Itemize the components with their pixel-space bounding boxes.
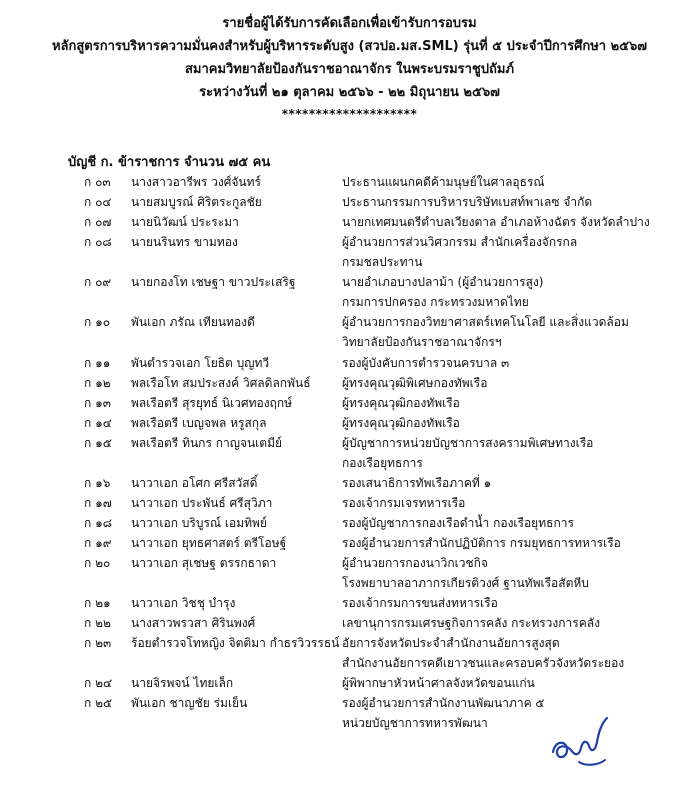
- nominee-position-line-2: กรมการปกครอง กระทรวงมหาดไทย: [342, 295, 529, 309]
- section-heading: บัญชี ก. ข้าราชการ จำนวน ๗๕ คน: [68, 155, 271, 170]
- document-title-line-1: รายชื่อผู้ได้รับการคัดเลือกเพื่อเข้ารับการอบรม: [222, 16, 477, 31]
- nominee-code: ก ๒๒: [84, 616, 111, 630]
- nominee-position: นายอำเภอบางปลาม้า (ผู้อำนวยการสูง): [342, 275, 544, 289]
- nominee-position-line-2: วิทยาลัยป้องกันราชอาณาจักรฯ: [342, 335, 502, 349]
- nominee-name: นายสมบูรณ์ ศิริตระกูลชัย: [131, 195, 262, 209]
- signature-mark: [545, 712, 615, 772]
- nominee-name: พลเรือตรี สุรยุทธ์ นิเวศทองฤกษ์: [131, 396, 292, 410]
- nominee-name: นายนิวัฒน์ ประระมา: [131, 215, 239, 229]
- nominee-name: ร้อยตำรวจโทหญิง จิตติมา กำธรวิวรรธน์: [131, 636, 340, 650]
- nominee-name: นายกองโท เชษฐา ขาวประเสริฐ: [131, 275, 296, 289]
- nominee-position: รองผู้บังคับการตำรวจนครบาล ๓: [342, 356, 510, 370]
- document-date-range: ระหว่างวันที่ ๒๑ ตุลาคม ๒๕๖๖ - ๒๒ มิถุนายน ๒๕๖๗: [199, 85, 500, 100]
- nominee-position-line-2: โรงพยาบาลอาภากรเกียรติวงศ์ ฐานทัพเรือสัตหีบ: [342, 576, 589, 590]
- nominee-position-line-2: กองเรือยุทธการ: [342, 456, 423, 470]
- nominee-position: ผู้อำนวยการส่วนวิศวกรรม สำนักเครื่องจักรกล: [342, 235, 578, 249]
- nominee-code: ก ๑๙: [84, 536, 112, 550]
- nominee-position: ผู้ทรงคุณวุฒิพิเศษกองทัพเรือ: [342, 376, 488, 390]
- nominee-code: ก ๑๐: [84, 315, 111, 329]
- nominee-position: รองเสนาธิการทัพเรือภาคที่ ๑: [342, 476, 492, 490]
- nominee-name: นาวาเอก วิชชุ บำรุง: [131, 596, 236, 610]
- nominee-name: นางสาวพรวสา ศิรินพงศ์: [131, 616, 256, 630]
- nominee-code: ก ๐๙: [84, 275, 112, 289]
- nominee-position: รองผู้อำนวยการสำนักปฏิบัติการ กรมยุทธการทหารเรือ: [342, 536, 621, 550]
- nominee-name: นาวาเอก ประพันธ์ ศรีสุวิภา: [131, 496, 273, 510]
- nominee-code: ก ๐๘: [84, 235, 112, 249]
- nominee-position: เลขานุการกรมเศรษฐกิจการคลัง กระทรวงการคลัง: [342, 616, 600, 630]
- nominee-position-line-2: หน่วยบัญชาการทหารพัฒนา: [342, 716, 488, 730]
- nominee-position: ผู้อำนวยการกองวิทยาศาสตร์เทคโนโลยี และสิ่งแวดล้อม: [342, 315, 629, 329]
- nominee-position: ผู้ทรงคุณวุฒิกองทัพเรือ: [342, 396, 460, 410]
- nominee-name: พลเรือตรี ทินกร กาญจนเตมีย์: [131, 436, 283, 450]
- nominee-position: ประธานแผนกคดีค้ามนุษย์ในศาลอุธรณ์: [342, 175, 545, 189]
- nominee-name: นาวาเอก สุเชษฐ ตรรกธาดา: [131, 556, 277, 570]
- nominee-name: นายจิรพจน์ ไทยเล็ก: [131, 676, 234, 690]
- nominee-code: ก ๐๓: [84, 175, 111, 189]
- nominee-name: นาวาเอก อโศก ศรีสวัสดิ์: [131, 476, 258, 490]
- nominee-code: ก ๑๓: [84, 396, 111, 410]
- nominee-code: ก ๒๑: [84, 596, 111, 610]
- nominee-position: นายกเทศมนตรีตำบลเวียงตาล อำเภอห้างฉัตร จังหวัดลำปาง: [342, 215, 650, 229]
- nominee-code: ก ๑๒: [84, 376, 111, 390]
- nominee-code: ก ๑๔: [84, 416, 112, 430]
- nominee-code: ก ๐๔: [84, 195, 112, 209]
- nominee-name: นาวาเอก บริบูรณ์ เอมทิพย์: [131, 516, 267, 530]
- nominee-name: พันตำรวจเอก โยธิต บุญทวี: [131, 356, 270, 370]
- nominee-position-line-2: สำนักงานอัยการคดีเยาวชนและครอบครัวจังหวัดระยอง: [342, 656, 625, 670]
- nominee-position: รองเจ้ากรมการขนส่งทหารเรือ: [342, 596, 498, 610]
- nominee-position: รองเจ้ากรมเจรทหารเรือ: [342, 496, 466, 510]
- separator-stars: ********************: [281, 107, 418, 121]
- nominee-position: อัยการจังหวัดประจำสำนักงานอัยการสูงสุด: [342, 636, 560, 650]
- nominee-code: ก ๒๔: [84, 676, 113, 690]
- nominee-position: ผู้อำนวยการกองนาวิกเวชกิจ: [342, 556, 488, 570]
- nominee-code: ก ๒๐: [84, 556, 111, 570]
- nominee-code: ก ๑๑: [84, 356, 111, 370]
- nominee-code: ก ๐๗: [84, 215, 112, 229]
- nominee-position: ผู้พิพากษาหัวหน้าศาลจังหวัดขอนแก่น: [342, 676, 535, 690]
- nominee-code: ก ๑๘: [84, 516, 112, 530]
- nominee-name: นางสาวอารีพร วงศ์จันทร์: [131, 175, 261, 189]
- nominee-name: พันเอก ชาญชัย ร่มเย็น: [131, 696, 248, 710]
- nominee-code: ก ๒๓: [84, 636, 112, 650]
- nominee-position: รองผู้บัญชาการกองเรือดำน้ำ กองเรือยุทธการ: [342, 516, 574, 530]
- nominee-position: รองผู้อำนวยการสำนักงานพัฒนาภาค ๕: [342, 696, 545, 710]
- nominee-position: ผู้บัญชาการหน่วยบัญชาการสงครามพิเศษทางเรือ: [342, 436, 594, 450]
- nominee-position: ผู้ทรงคุณวุฒิกองทัพเรือ: [342, 416, 460, 430]
- nominee-code: ก ๑๕: [84, 436, 112, 450]
- nominee-code: ก ๑๖: [84, 476, 111, 490]
- nominee-code: ก ๑๗: [84, 496, 112, 510]
- nominee-position-line-2: กรมชลประทาน: [342, 255, 423, 269]
- nominee-name: พลเรือตรี เบญจพล หรูสกุล: [131, 416, 267, 430]
- nominee-name: พลเรือโท สมประสงค์ วิศลดิลกพันธ์: [131, 376, 311, 390]
- nominee-code: ก ๒๕: [84, 696, 113, 710]
- nominee-name: นาวาเอก ยุทธศาสตร์ ตรีโอษฐ์: [131, 536, 287, 550]
- document-title-line-2: หลักสูตรการบริหารความมั่นคงสำหรับผู้บริหารระดับสูง (สวปอ.มส.SML) รุ่นที่ ๕ ประจำปีการศึกษา ๒๕๖๗: [51, 39, 648, 54]
- nominee-position: ประธานกรรมการบริหารบริษัทเบสท์พาเลซ จำกัด: [342, 195, 593, 209]
- document-title-line-3: สมาคมวิทยาลัยป้องกันราชอาณาจักร ในพระบรมราชูปถัมภ์: [184, 62, 515, 77]
- nominee-name: พันเอก ภรัณ เทียนทองดี: [131, 315, 255, 329]
- nominee-name: นายนรินทร ขามทอง: [131, 235, 238, 249]
